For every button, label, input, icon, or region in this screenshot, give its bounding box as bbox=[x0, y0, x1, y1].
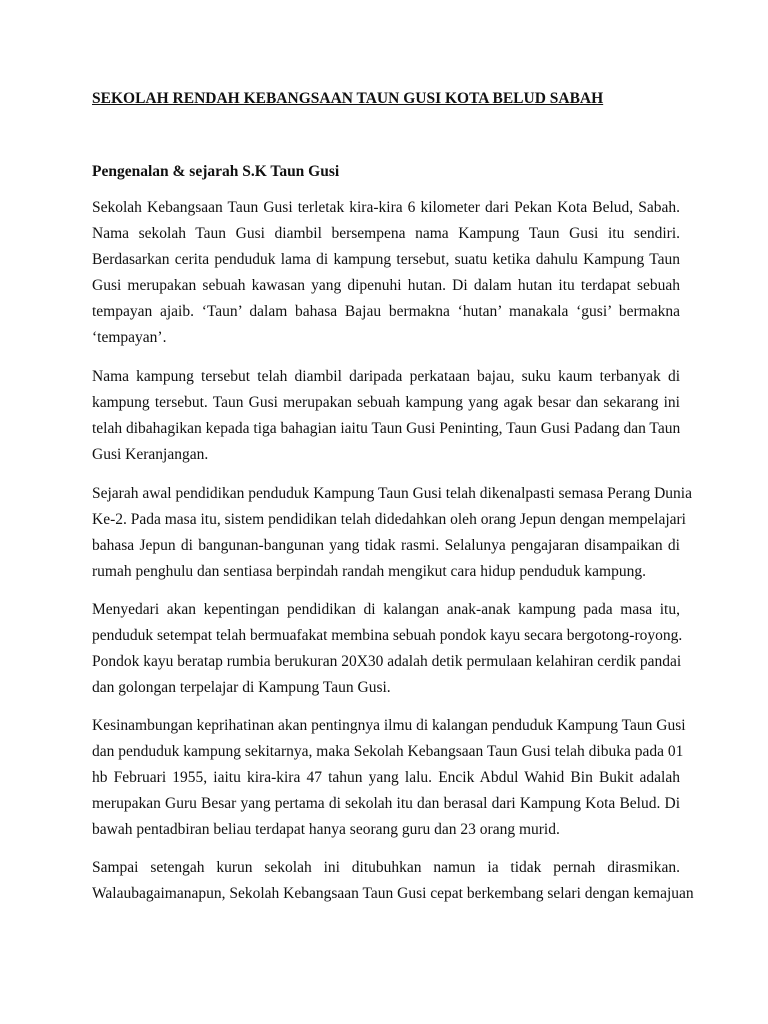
paragraph-line: bahasa Jepun di bangunan-bangunan yang tidak rasmi. Selalunya pengajaran disampaikan di bbox=[92, 537, 680, 554]
paragraph-intro bbox=[92, 195, 680, 351]
paragraph-line: Gusi Keranjangan. bbox=[92, 446, 209, 463]
paragraph-line: Kesinambungan keprihatinan akan pentingnya ilmu di kalangan penduduk Kampung Taun Gusi bbox=[92, 717, 686, 734]
paragraph-line: dan penduduk kampung sekitarnya, maka Sekolah Kebangsaan Taun Gusi telah dibuka pada 01 bbox=[92, 743, 684, 760]
paragraph-line: penduduk setempat telah bermuafakat membina sebuah pondok kayu secara bergotong-royong. bbox=[92, 627, 683, 644]
paragraph-line: Sekolah Kebangsaan Taun Gusi terletak kira-kira 6 kilometer dari Pekan Kota Belud, Sabah. bbox=[92, 199, 680, 216]
paragraph-line: Sampai setengah kurun sekolah ini ditubuhkan namun ia tidak pernah dirasmikan. bbox=[92, 859, 680, 876]
paragraph-line: Sejarah awal pendidikan penduduk Kampung Taun Gusi telah dikenalpasti semasa Perang Dunia bbox=[92, 485, 692, 502]
paragraph-village-name bbox=[92, 364, 680, 468]
paragraph-wooden-hut bbox=[92, 597, 683, 701]
paragraph-line: Nama sekolah Taun Gusi diambil bersempena nama Kampung Taun Gusi itu sendiri. bbox=[92, 225, 680, 242]
paragraph-line: Ke-2. Pada masa itu, sistem pendidikan telah didedahkan oleh orang Jepun dengan mempelajari bbox=[92, 511, 686, 528]
paragraph-line: tempayan ajaib. ‘Taun’ dalam bahasa Bajau bermakna ‘hutan’ manakala ‘gusi’ bermakna bbox=[92, 303, 680, 320]
document-title: SEKOLAH RENDAH KEBANGSAAN TAUN GUSI KOTA BELUD SABAH bbox=[92, 90, 604, 107]
paragraph-line: Nama kampung tersebut telah diambil daripada perkataan bajau, suku kaum terbanyak di bbox=[92, 368, 680, 385]
paragraph-line: merupakan Guru Besar yang pertama di sekolah itu dan berasal dari Kampung Kota Belud. Di bbox=[92, 795, 680, 812]
paragraph-line: Gusi merupakan sebuah kawasan yang dipenuhi hutan. Di dalam hutan itu terdapat sebuah bbox=[92, 277, 680, 294]
paragraph-line: Walaubagaimanapun, Sekolah Kebangsaan Taun Gusi cepat berkembang selari dengan kemajuan bbox=[92, 885, 694, 902]
paragraph-half-century bbox=[92, 855, 694, 907]
paragraph-line: ‘tempayan’. bbox=[92, 329, 167, 346]
paragraph-line: bawah pentadbiran beliau terdapat hanya seorang guru dan 23 orang murid. bbox=[92, 821, 560, 838]
paragraph-line: telah dibahagikan kepada tiga bahagian iaitu Taun Gusi Peninting, Taun Gusi Padang dan Taun bbox=[92, 420, 681, 437]
paragraph-line: dan golongan terpelajar di Kampung Taun Gusi. bbox=[92, 679, 391, 696]
section-heading: Pengenalan & sejarah S.K Taun Gusi bbox=[92, 163, 340, 180]
paragraph-line: hb Februari 1955, iaitu kira-kira 47 tahun yang lalu. Encik Abdul Wahid Bin Bukit adalah bbox=[92, 769, 680, 786]
paragraph-line: Berdasarkan cerita penduduk lama di kampung tersebut, suatu ketika dahulu Kampung Taun bbox=[92, 251, 680, 268]
paragraph-line: kampung tersebut. Taun Gusi merupakan sebuah kampung yang agak besar dan sekarang ini bbox=[92, 394, 680, 411]
paragraph-school-opening bbox=[92, 713, 686, 843]
paragraph-line: rumah penghulu dan sentiasa berpindah randah mengikut cara hidup penduduk kampung. bbox=[92, 563, 646, 580]
paragraph-line: Pondok kayu beratap rumbia berukuran 20X30 adalah detik permulaan kelahiran cerdik pandai bbox=[92, 653, 682, 670]
paragraph-line: Menyedari akan kepentingan pendidikan di kalangan anak-anak kampung pada masa itu, bbox=[92, 601, 680, 618]
paragraph-early-education bbox=[92, 481, 692, 585]
